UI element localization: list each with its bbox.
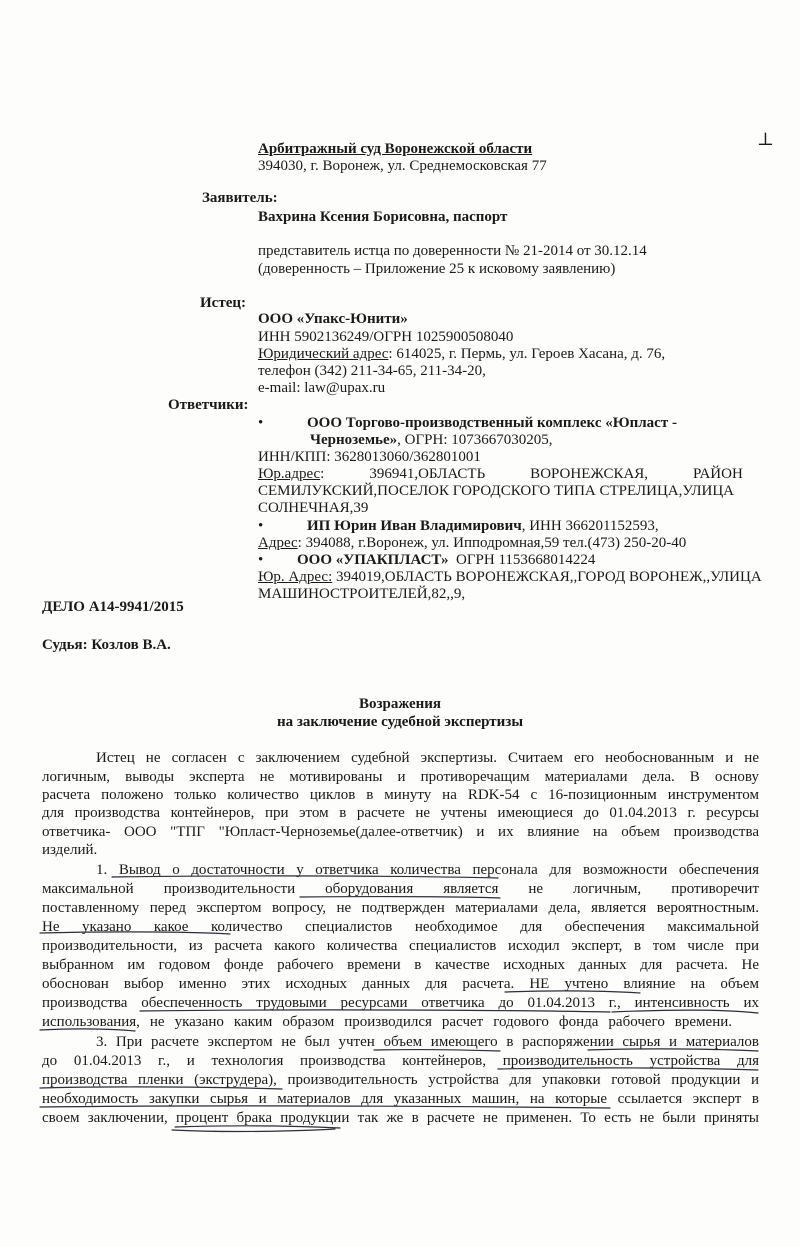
pen-underline: [40, 1106, 610, 1108]
judge: Судья: Козлов В.А.: [42, 637, 171, 653]
applicant-label: Заявитель:: [202, 190, 278, 206]
defendants-label: Ответчики:: [168, 397, 249, 413]
body-line: обоснован выбор именно этих исходных данных для расчета. НЕ учтено влияние на объем: [42, 976, 759, 992]
applicant-power-of-attorney: (доверенность – Приложение 25 к исковому заявлению): [258, 261, 616, 277]
pen-underline: [612, 1010, 758, 1013]
plaintiff-address: Юридический адрес: 614025, г. Пермь, ул. Героев Хасана, д. 76,: [258, 346, 666, 362]
plaintiff-email: e-mail: law@upax.ru: [258, 380, 386, 396]
body-line: использования, не указано каким образом производился расчет годового фонда рабочего времени.: [42, 1014, 732, 1030]
body-line: своем заключении, процент брака продукции так же в расчете не применен. То есть не были приняты: [42, 1110, 759, 1126]
corner-mark: ⊥: [757, 129, 774, 149]
body-line: изделий.: [42, 842, 98, 858]
bullet-1: •: [258, 415, 264, 431]
body-line: производства пленки (экструдера), производительность устройства для упаковки готовой продукции и: [42, 1072, 759, 1088]
applicant-name: Вахрина Ксения Борисовна, паспорт: [258, 209, 508, 225]
body-line: выбранном им годовом фонде рабочего времени в качестве исходных данных для расчета. Не: [42, 957, 759, 973]
document-title: Возражения: [358, 696, 442, 712]
defendant1-address-line3: СОЛНЕЧНАЯ,39: [258, 500, 369, 516]
body-line: Не указано какое количество специалистов необходимое для обеспечения максимальной: [42, 919, 759, 935]
defendant1-name-cont: Черноземье», ОГРН: 1073667030205,: [310, 432, 553, 448]
court-address: 394030, г. Воронеж, ул. Среднемосковская 77: [258, 158, 547, 174]
defendant2-name: ИП Юрин Иван Владимирович, ИНН 366201152593,: [307, 518, 659, 534]
body-line: 1. Вывод о достаточности у ответчика количества персонала для возможности обеспечения: [96, 862, 759, 878]
defendant3-address-line1: Юр. Адрес: 394019,ОБЛАСТЬ ВОРОНЕЖСКАЯ,,ГОРОД ВОРОНЕЖ,,УЛИЦА: [258, 569, 762, 585]
case-number: ДЕЛО А14-9941/2015: [42, 599, 184, 615]
plaintiff-name: ООО «Упакс-Юнити»: [258, 311, 408, 327]
pen-underline: [300, 897, 500, 898]
defendant3-name: ООО «УПАКПЛАСТ» ОГРН 1153668014224: [297, 552, 596, 568]
plaintiff-inn: ИНН 5902136249/ОГРН 1025900508040: [258, 329, 514, 345]
body-line: необходимость закупки сырья и материалов для указанных машин, на которые ссылается эксперт в: [42, 1091, 759, 1107]
body-line: для производства контейнеров, при этом в расчете не учтены имеющиеся до 01.04.2013 г. ресурсы: [42, 805, 759, 821]
body-line: 3. При расчете экспертом не был учтен объем имеющего в распоряжении сырья и материалов: [96, 1034, 759, 1050]
body-line: расчета положено только количество циклов в минуту на RDK-54 с 16-позиционным инструментом: [42, 787, 759, 803]
body-line: Истец не согласен с заключением судебной экспертизы. Считаем его необоснованным и не: [96, 750, 759, 766]
body-line: производительности, из расчета какого количества специалистов исходил эксперт, в том числе при: [42, 938, 759, 954]
body-line: производства обеспеченность трудовыми ресурсами ответчика до 01.04.2013 г., интенсивность их: [42, 995, 759, 1011]
bullet-3: •: [258, 552, 264, 568]
pen-underline: [505, 991, 640, 993]
body-line: максимальной производительности оборудования является не логичным, противоречит: [42, 881, 759, 897]
pen-underline: [498, 1068, 758, 1070]
pen-underline: [40, 932, 230, 934]
court-name: Арбитражный суд Воронежской области: [258, 141, 533, 157]
document-subtitle: на заключение судебной экспертизы: [276, 714, 524, 730]
body-line: логичным, выводы эксперта не мотивированы и противоречащим материалами дела. В основу: [42, 769, 759, 785]
pen-underline: [175, 1126, 340, 1128]
defendant1-name: ООО Торгово-производственный комплекс «Юпласт -: [307, 415, 677, 431]
body-line: до 01.04.2013 г., и технология производства контейнеров, производительность устройства для: [42, 1053, 759, 1069]
defendant1-address-line1: Юр.адрес: 396941,ОБЛАСТЬ ВОРОНЕЖСКАЯ, РАЙОН: [258, 466, 743, 482]
plaintiff-label: Истец:: [200, 295, 246, 311]
pen-underline: [374, 1050, 500, 1051]
pen-underline: [588, 1049, 758, 1051]
bullet-2: •: [258, 518, 264, 534]
defendant1-inn: ИНН/КПП: 3628013060/362801001: [258, 449, 481, 465]
pen-underline: [40, 1087, 282, 1089]
body-line: ответчика- ООО "ТПГ "Юпласт-Черноземье(далее-ответчик) и их влияние на объем производства: [42, 824, 759, 840]
pen-underline: [172, 1129, 335, 1132]
defendant1-address-line2: СЕМИЛУКСКИЙ,ПОСЕЛОК ГОРОДСКОГО ТИПА СТРЕЛИЦА,УЛИЦА: [258, 483, 734, 499]
pen-underline: [140, 1010, 610, 1012]
body-line: поставленному перед экспертом вопросу, не подтвержден материалами дела, является вероятностным.: [42, 900, 759, 916]
plaintiff-phone: телефон (342) 211-34-65, 211-34-20,: [258, 363, 486, 379]
defendant2-address: Адрес: 394088, г.Воронеж, ул. Ипподромная,59 тел.(473) 250-20-40: [258, 535, 687, 551]
applicant-representative: представитель истца по доверенности № 21-2014 от 30.12.14: [258, 243, 647, 259]
pen-underline: [112, 876, 498, 878]
defendant3-address-line2: МАШИНОСТРОИТЕЛЕЙ,82,,9,: [258, 586, 466, 602]
pen-underline: [40, 1029, 135, 1031]
